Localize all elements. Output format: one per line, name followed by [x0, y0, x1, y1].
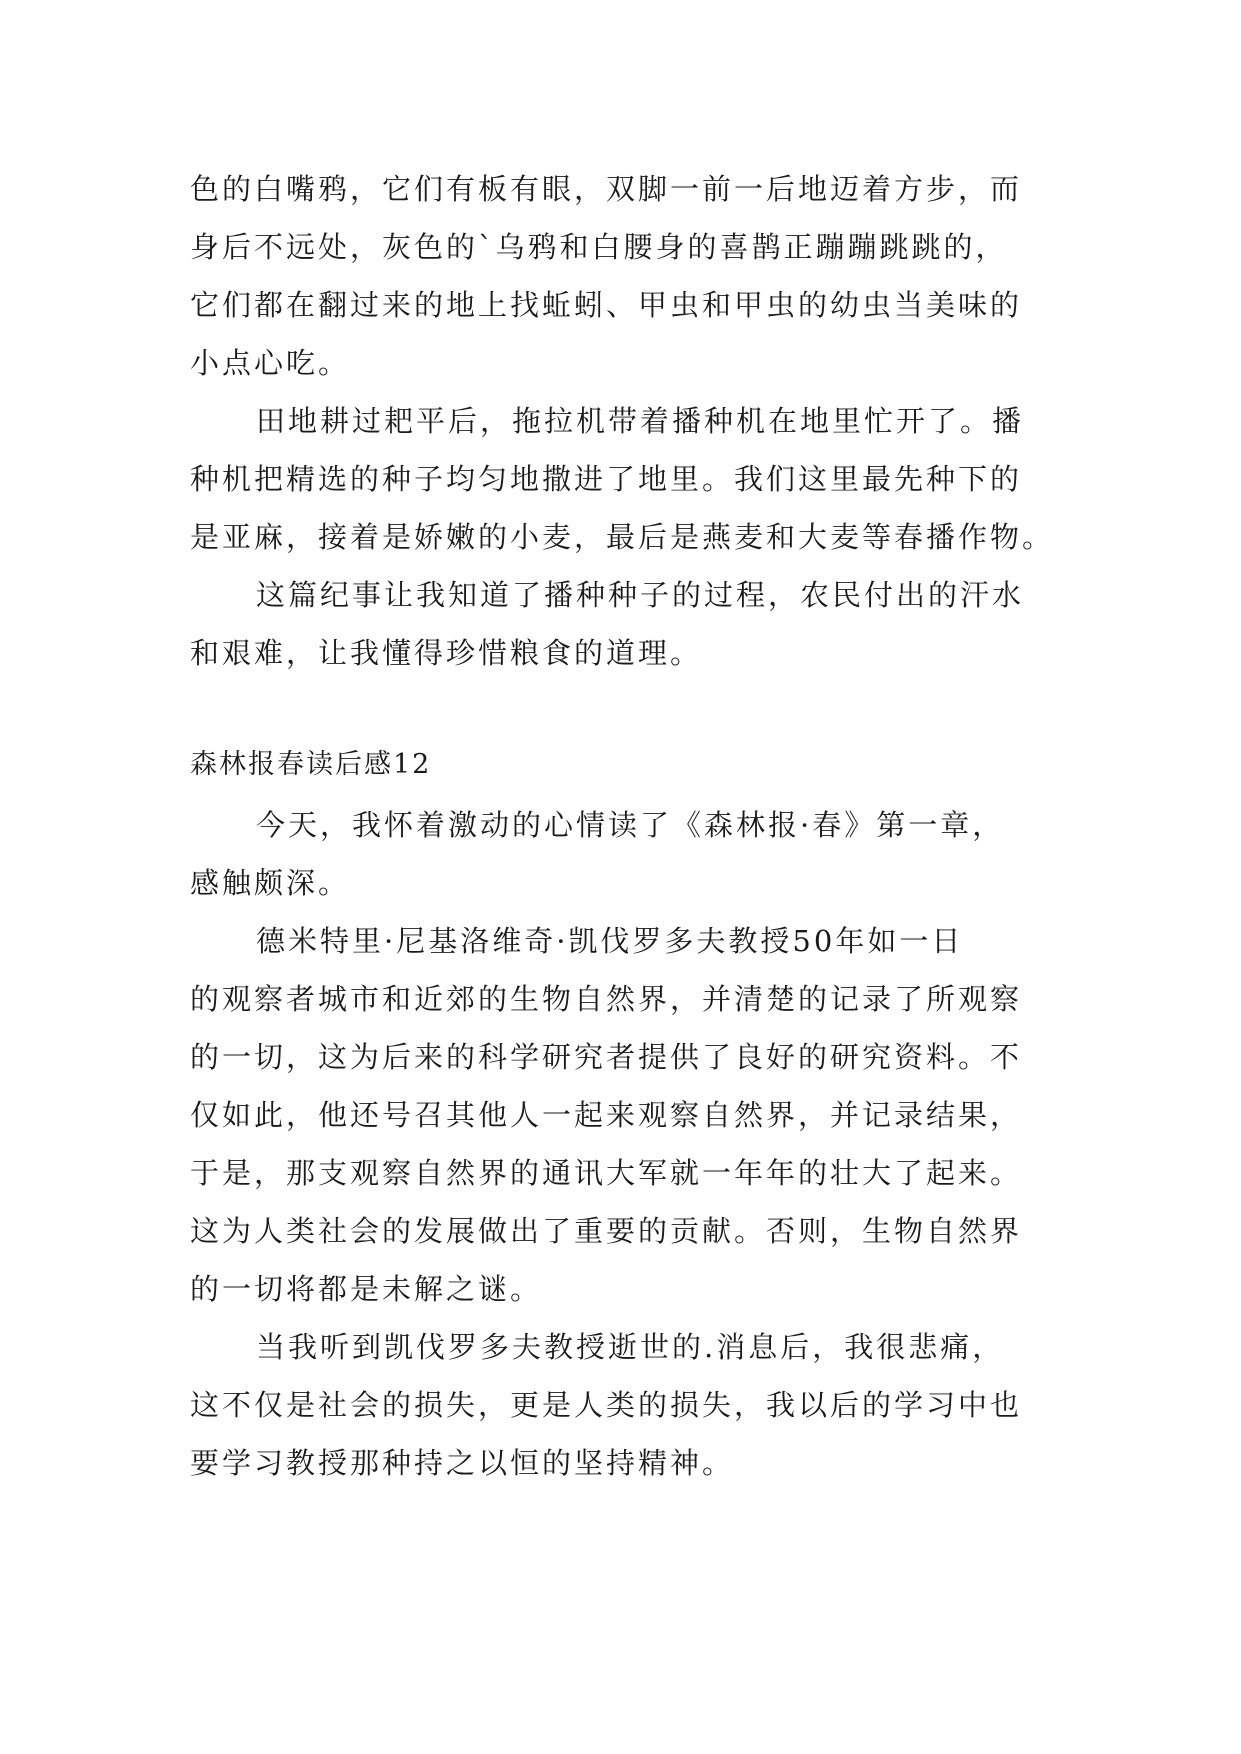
paragraph-line: 小点心吃。 — [190, 346, 351, 380]
paragraph-line: 的一切将都是未解之谜。 — [190, 1272, 543, 1306]
paragraph-line: 于是，那支观察自然界的通讯大军就一年年的壮大了起来。 — [190, 1156, 1023, 1190]
paragraph-line: 和艰难，让我懂得珍惜粮食的道理。 — [190, 636, 703, 670]
paragraph-line: 的观察者城市和近郊的生物自然界，并清楚的记录了所观察 — [190, 982, 1023, 1016]
paragraph-line: 要学习教授那种持之以恒的坚持精神。 — [190, 1446, 735, 1480]
paragraph-line: 它们都在翻过来的地上找蚯蚓、甲虫和甲虫的幼虫当美味的 — [190, 288, 1023, 322]
paragraph-line: 这篇纪事让我知道了播种种子的过程，农民付出的汗水 — [256, 578, 1025, 612]
paragraph-line: 的一切，这为后来的科学研究者提供了良好的研究资料。不 — [190, 1040, 1023, 1074]
paragraph-line: 仅如此，他还号召其他人一起来观察自然界，并记录结果， — [190, 1098, 1023, 1132]
paragraph-line: 田地耕过耙平后，拖拉机带着播种机在地里忙开了。播 — [256, 404, 1025, 438]
paragraph-line: 感触颇深。 — [190, 866, 351, 900]
section-title: 森林报春读后感12 — [190, 749, 432, 780]
paragraph-line: 这不仅是社会的损失，更是人类的损失，我以后的学习中也 — [190, 1388, 1023, 1422]
paragraph-line: 今天，我怀着激动的心情读了《森林报·春》第一章， — [256, 808, 1005, 842]
paragraph-line: 这为人类社会的发展做出了重要的贡献。否则，生物自然界 — [190, 1214, 1023, 1248]
paragraph-line: 色的白嘴鸦，它们有板有眼，双脚一前一后地迈着方步，而 — [190, 172, 1023, 206]
paragraph-line: 德米特里·尼基洛维奇·凯伐罗多夫教授50年如一日 — [256, 924, 964, 958]
paragraph-line: 身后不远处，灰色的`乌鸦和白腰身的喜鹊正蹦蹦跳跳的， — [190, 230, 1008, 264]
paragraph-line: 当我听到凯伐罗多夫教授逝世的.消息后，我很悲痛， — [256, 1330, 1005, 1364]
paragraph-line: 种机把精选的种子均匀地撒进了地里。我们这里最先种下的 — [190, 462, 1023, 496]
paragraph-line: 是亚麻，接着是娇嫩的小麦，最后是燕麦和大麦等春播作物。 — [190, 520, 1055, 554]
